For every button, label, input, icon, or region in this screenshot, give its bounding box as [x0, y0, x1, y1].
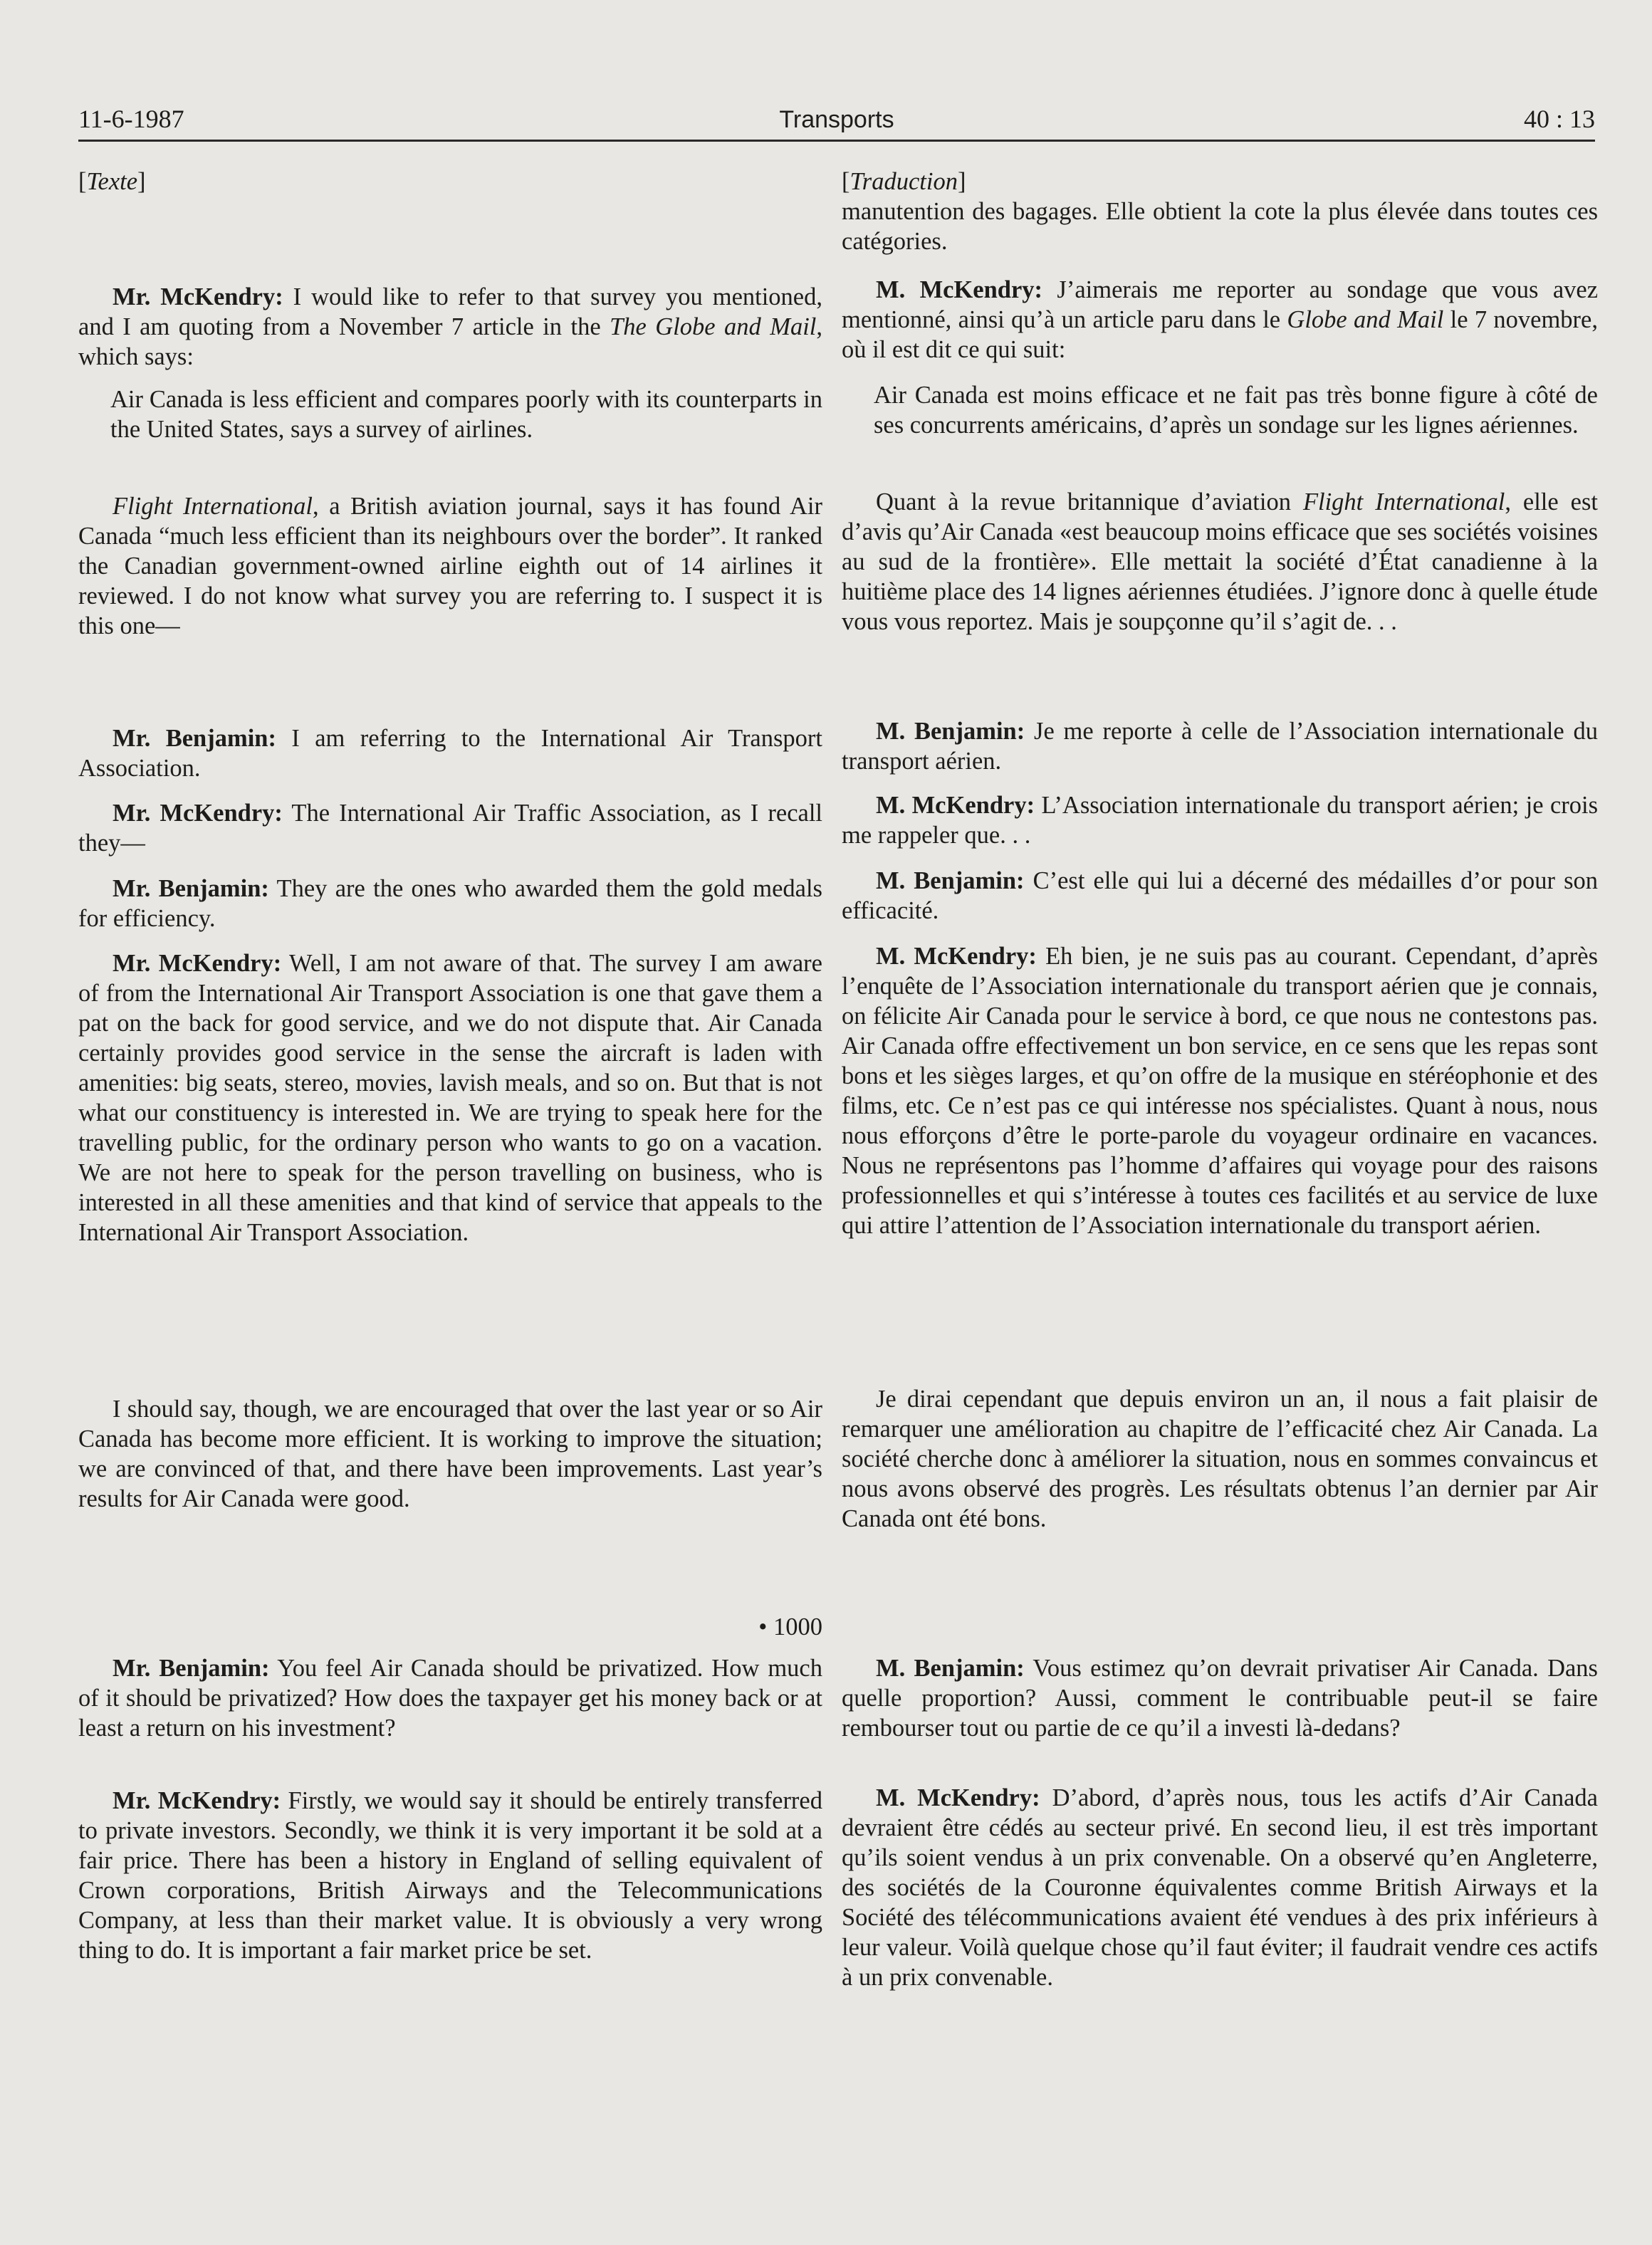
- speaker: Mr. Benjamin:: [113, 1655, 270, 1682]
- paragraph: Mr. McKendry: Well, I am not aware of that. The survey I am aware of from the International Air Transport Association is one that gave them a pat on the back for good service, and we do not dispute that. Air Canada certainly provides good service in the sense the aircraft is laden with amenities: big seats, stereo, movies, lavish meals, and so on. But that is not what our constituency is interested in. We are trying to speak here for the travelling public, for the ordinary person who wants to go on a vacation. We are not here to speak for the person travelling on business, who is interested in all these amenities and that kind of service that appeals to the International Air Transport Association.: [78, 950, 822, 1246]
- speaker: Mr. Benjamin:: [113, 875, 269, 902]
- speaker: Mr. McKendry:: [113, 950, 282, 977]
- paragraph: Je dirai cependant que depuis environ un an, il nous a fait plaisir de remarquer une amélioration au chapitre de l’efficacité chez Air Canada. La société cherche donc à améliorer la situation, nous en sommes convaincus et nous avons observé des progrès. Les résultats obtenus l’an dernier par Air Canada ont été bons.: [842, 1386, 1598, 1532]
- header-date: 11-6-1987: [78, 105, 184, 133]
- speaker: M. McKendry:: [876, 943, 1037, 970]
- paragraph: Mr. Benjamin: They are the ones who awarded them the gold medals for efficiency.: [78, 875, 822, 932]
- speaker: Mr. McKendry:: [113, 283, 283, 310]
- paragraph: M. McKendry: J’aimerais me reporter au sondage que vous avez mentionné, ainsi qu’à un article paru dans le Globe and Mail le 7 novembre, où il est dit ce qui suit:: [842, 276, 1599, 363]
- paragraph: manutention des bagages. Elle obtient la cote la plus élevée dans toutes ces catégories.: [842, 198, 1598, 255]
- speaker: Mr. McKendry:: [113, 800, 283, 827]
- paragraph: Mr. McKendry: The International Air Traffic Association, as I recall they—: [78, 800, 822, 857]
- speaker: Mr. Benjamin:: [113, 725, 276, 752]
- header-title: Transports: [779, 106, 894, 133]
- header-rule: [78, 140, 1595, 142]
- paragraph: Mr. McKendry: I would like to refer to that survey you mentioned, and I am quoting from a November 7 article in the The Globe and Mail, which says:: [78, 283, 822, 370]
- speaker: M. Benjamin:: [876, 1655, 1025, 1682]
- paragraph: M. McKendry: L’Association internationale du transport aérien; je crois me rappeler que. . .: [842, 792, 1599, 849]
- paragraph: I should say, though, we are encouraged that over the last year or so Air Canada has become more efficient. It is working to improve the situation; we are convinced of that, and there have been improvements. Last year’s results for Air Canada were good.: [78, 1396, 822, 1512]
- speaker: M. McKendry:: [876, 1784, 1040, 1811]
- column-label: [Traduction]: [842, 168, 966, 195]
- paragraph: M. Benjamin: C’est elle qui lui a décerné des médailles d’or pour son efficacité.: [842, 867, 1598, 924]
- paragraph: M. McKendry: D’abord, d’après nous, tous les actifs d’Air Canada devraient être cédés au secteur privé. En second lieu, il est très important qu’ils soient vendus à un prix convenable. On a observé qu’en Angleterre, des sociétés de la Couronne équivalentes comme British Airways et la Société des télécommunications avaient été vendues à des prix inférieurs à leur valeur. Voilà quelque chose qu’il faut éviter; il faudrait vendre ces actifs à un prix convenable.: [842, 1784, 1598, 1991]
- paragraph: Flight International, a British aviation journal, says it has found Air Canada “much less efficient than its neighbours over the border”. It ranked the Canadian government-owned airline eighth out of 14 airlines it reviewed. I do not know what survey you are referring to. I suspect it is this one—: [78, 493, 822, 639]
- speaker: M. Benjamin:: [876, 718, 1025, 745]
- speaker: Mr. McKendry:: [113, 1787, 281, 1814]
- paragraph: M. Benjamin: Je me reporte à celle de l’Association internationale du transport aérien.: [842, 718, 1598, 775]
- paragraph: Quant à la revue britannique d’aviation Flight International, elle est d’avis qu’Air Canada «est beaucoup moins efficace que ses sociétés voisines au sud de la frontière». Elle mettait la société d’État canadienne à la huitième place des 14 lignes aériennes étudiées. J’ignore donc à quelle étude vous vous reportez. Mais je soupçonne qu’il s’agit de. . .: [842, 488, 1598, 635]
- paragraph: M. Benjamin: Vous estimez qu’on devrait privatiser Air Canada. Dans quelle proportion? Aussi, comment le contribuable peut-il se faire rembourser tout ou partie de ce qu’il a investi là-dedans?: [842, 1655, 1598, 1742]
- paragraph: Mr. Benjamin: I am referring to the International Air Transport Association.: [78, 725, 822, 782]
- header-page-number: 40 : 13: [1523, 105, 1595, 133]
- paragraph: Mr. Benjamin: You feel Air Canada should be privatized. How much of it should be privatized? How does the taxpayer get his money back or at least a return on his investment?: [78, 1655, 822, 1742]
- speaker: M. Benjamin:: [876, 867, 1025, 894]
- quotation: Air Canada is less efficient and compares poorly with its counterparts in the United States, says a survey of airlines.: [110, 386, 822, 443]
- speaker: M. McKendry:: [876, 792, 1035, 819]
- paragraph: Mr. McKendry: Firstly, we would say it should be entirely transferred to private investors. Secondly, we think it is very important it be sold at a fair price. There has been a history in England of selling equivalent of Crown corporations, British Airways and the Telecommunications Company, at less than their market value. It is obviously a very wrong thing to do. It is important a fair market price be set.: [78, 1787, 822, 1964]
- page-header: [78, 105, 1595, 140]
- time-marker: • 1000: [758, 1613, 822, 1640]
- quotation: Air Canada est moins efficace et ne fait pas très bonne figure à côté de ses concurrents américains, d’après un sondage sur les lignes aériennes.: [874, 382, 1598, 439]
- speaker: M. McKendry:: [876, 276, 1043, 303]
- column-label: [Texte]: [78, 168, 146, 195]
- paragraph: M. McKendry: Eh bien, je ne suis pas au courant. Cependant, d’après l’enquête de l’Association internationale du transport aérien que je connais, on félicite Air Canada pour le service à bord, ce que nous ne contestons pas. Air Canada offre effectivement un bon service, en ce sens que les repas sont bons et les sièges larges, et qu’on offre de la musique en stéréophonie et des films, etc. Ce n’est pas ce qui intéresse nos spécialistes. Quant à nous, nous nous efforçons d’être le porte-parole du voyageur ordinaire en vacances. Nous ne représentons pas l’homme d’affaires qui voyage pour des raisons professionnelles et qui s’intéresse à toutes ces facilités et au service de luxe qui attire l’attention de l’Association internationale du transport aérien.: [842, 943, 1598, 1239]
